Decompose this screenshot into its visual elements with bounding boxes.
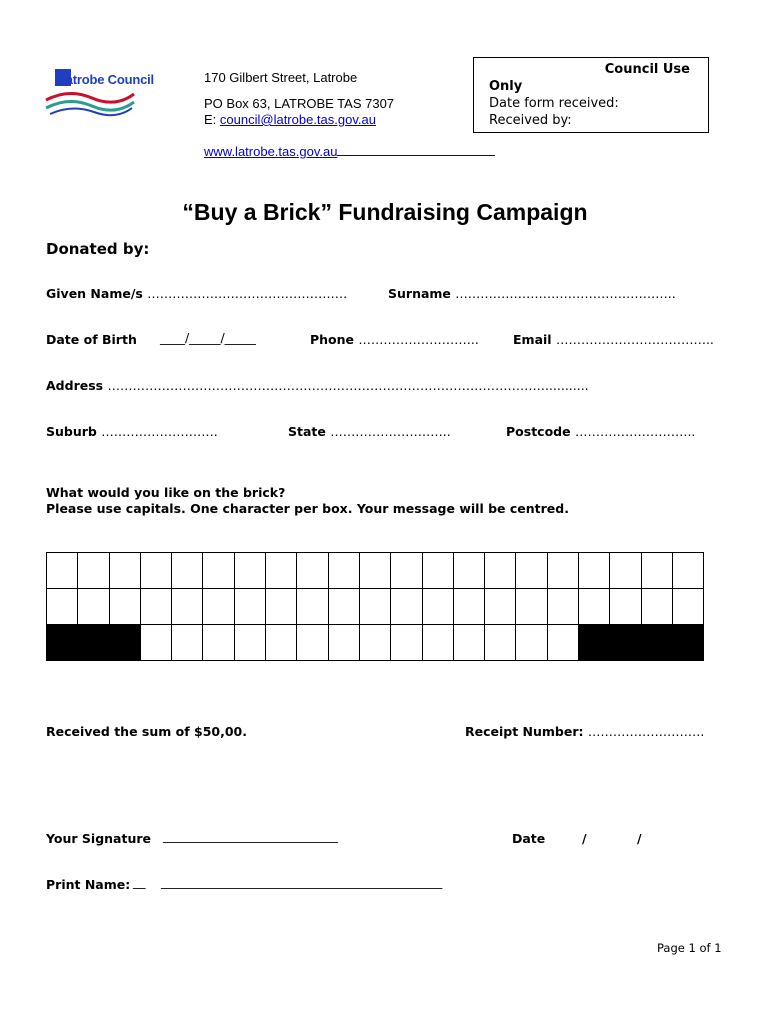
brick-character-cell[interactable] <box>547 589 578 625</box>
brick-character-cell[interactable] <box>328 625 359 661</box>
brick-character-cell[interactable] <box>453 589 484 625</box>
date-slash-1: / <box>582 831 587 846</box>
brick-character-cell[interactable] <box>579 553 610 589</box>
given-names-dots: ………………………………………… <box>147 286 348 301</box>
signature-line[interactable]: ____________________________ <box>163 828 338 843</box>
page-title: “Buy a Brick” Fundraising Campaign <box>182 199 588 225</box>
postcode-dots: ……………………….. <box>574 424 696 439</box>
brick-character-cell[interactable] <box>422 625 453 661</box>
website-link[interactable]: www.latrobe.tas.gov.au <box>204 144 338 159</box>
brick-character-cell[interactable] <box>453 553 484 589</box>
address-field[interactable] <box>46 378 726 393</box>
brick-grid-row <box>47 589 704 625</box>
email-label: Email <box>513 332 552 347</box>
brick-character-cell[interactable] <box>78 589 109 625</box>
brick-character-cell[interactable] <box>516 589 547 625</box>
brick-character-cell[interactable] <box>140 625 171 661</box>
brick-character-cell[interactable] <box>203 625 234 661</box>
email-dots: ……………………………….. <box>555 332 714 347</box>
logo-text: Latrobe Council <box>58 72 154 87</box>
brick-character-cell[interactable] <box>547 553 578 589</box>
brick-character-cell[interactable] <box>266 553 297 589</box>
brick-character-cell[interactable] <box>516 553 547 589</box>
surname-dots: …………………………………………….. <box>455 286 676 301</box>
postcode-label: Postcode <box>506 424 571 439</box>
surname-field[interactable] <box>388 286 676 301</box>
brick-character-cell[interactable] <box>391 625 422 661</box>
brick-character-cell[interactable] <box>453 625 484 661</box>
brick-cell-blocked <box>47 625 78 661</box>
brick-cell-blocked <box>610 625 641 661</box>
council-use-box <box>473 57 709 133</box>
brick-character-cell[interactable] <box>266 625 297 661</box>
brick-character-cell[interactable] <box>234 553 265 589</box>
address-line-1: 170 Gilbert Street, Latrobe <box>204 70 358 85</box>
brick-character-cell[interactable] <box>359 589 390 625</box>
surname-label: Surname <box>388 286 451 301</box>
date-form-received: Date form received: <box>489 96 619 111</box>
email-link[interactable]: council@latrobe.tas.gov.au <box>219 112 376 127</box>
brick-character-cell[interactable] <box>641 553 672 589</box>
brick-character-grid <box>46 552 704 661</box>
given-names-label: Given Name/s <box>46 286 143 301</box>
brick-character-cell[interactable] <box>78 553 109 589</box>
signature-label: Your Signature <box>46 831 151 846</box>
brick-cell-blocked <box>641 625 672 661</box>
brick-character-cell[interactable] <box>109 589 140 625</box>
brick-cell-blocked <box>672 625 703 661</box>
brick-character-cell[interactable] <box>47 589 78 625</box>
print-name-prefix: __ <box>133 874 146 889</box>
brick-instructions: Please use capitals. One character per box. Your message will be centred. <box>46 501 569 516</box>
state-label: State <box>288 424 326 439</box>
state-field[interactable] <box>288 424 451 439</box>
email-field[interactable] <box>513 332 714 347</box>
website-line <box>204 144 495 159</box>
brick-character-cell[interactable] <box>359 553 390 589</box>
email-prefix: E: <box>204 112 220 127</box>
brick-character-cell[interactable] <box>203 553 234 589</box>
brick-character-cell[interactable] <box>672 553 703 589</box>
address-dots: ……………………………………………………………………………………………........... <box>107 378 589 393</box>
receipt-number-field[interactable] <box>465 724 704 739</box>
council-use-only: Only <box>489 79 523 94</box>
brick-character-cell[interactable] <box>547 625 578 661</box>
brick-character-cell[interactable] <box>610 589 641 625</box>
brick-character-cell[interactable] <box>422 589 453 625</box>
brick-character-cell[interactable] <box>109 553 140 589</box>
brick-character-cell[interactable] <box>234 625 265 661</box>
phone-field[interactable] <box>310 332 479 347</box>
brick-character-cell[interactable] <box>485 625 516 661</box>
brick-character-cell[interactable] <box>485 553 516 589</box>
given-names-field[interactable] <box>46 286 347 301</box>
brick-question: What would you like on the brick? <box>46 485 286 500</box>
state-dots: ……………………….. <box>330 424 451 439</box>
brick-cell-blocked <box>78 625 109 661</box>
suburb-field[interactable] <box>46 424 218 439</box>
brick-character-cell[interactable] <box>172 553 203 589</box>
brick-cell-blocked <box>109 625 140 661</box>
council-logo <box>44 66 184 118</box>
brick-character-cell[interactable] <box>203 589 234 625</box>
brick-character-cell[interactable] <box>516 625 547 661</box>
brick-character-cell[interactable] <box>297 553 328 589</box>
address-label: Address <box>46 378 104 393</box>
brick-character-cell[interactable] <box>140 589 171 625</box>
brick-character-cell[interactable] <box>234 589 265 625</box>
phone-dots: ……………………….. <box>358 332 479 347</box>
brick-character-cell[interactable] <box>672 589 703 625</box>
receipt-number-dots: ………………………. <box>587 724 705 739</box>
brick-character-cell[interactable] <box>328 553 359 589</box>
brick-character-cell[interactable] <box>172 589 203 625</box>
brick-character-cell[interactable] <box>391 553 422 589</box>
receipt-number-label: Receipt Number: <box>465 724 584 739</box>
email-line <box>204 112 376 127</box>
phone-label: Phone <box>310 332 355 347</box>
received-sum: Received the sum of $50,00. <box>46 724 247 739</box>
brick-character-cell[interactable] <box>266 589 297 625</box>
brick-character-cell[interactable] <box>485 589 516 625</box>
brick-character-cell[interactable] <box>297 589 328 625</box>
brick-character-cell[interactable] <box>610 553 641 589</box>
date-slash-2: / <box>637 831 642 846</box>
brick-character-cell[interactable] <box>641 589 672 625</box>
brick-character-cell[interactable] <box>140 553 171 589</box>
date-label: Date <box>512 831 546 846</box>
postcode-field[interactable] <box>506 424 695 439</box>
donated-by-heading: Donated by: <box>46 240 150 258</box>
council-use-heading: Council Use <box>604 62 690 77</box>
brick-cell-blocked <box>579 625 610 661</box>
brick-character-cell[interactable] <box>47 553 78 589</box>
brick-grid-row <box>47 625 704 661</box>
dob-field[interactable]: ____/_____/_____ <box>160 330 256 345</box>
address-line-2: PO Box 63, LATROBE TAS 7307 <box>204 96 395 111</box>
page-number: Page 1 of 1 <box>657 941 722 955</box>
suburb-dots: ………………………. <box>101 424 218 439</box>
received-by: Received by: <box>489 113 572 128</box>
brick-character-cell[interactable] <box>422 553 453 589</box>
brick-character-cell[interactable] <box>297 625 328 661</box>
suburb-label: Suburb <box>46 424 97 439</box>
brick-character-cell[interactable] <box>391 589 422 625</box>
brick-character-cell[interactable] <box>328 589 359 625</box>
brick-grid-row <box>47 553 704 589</box>
print-name-line[interactable]: _____________________________________________ <box>161 874 443 889</box>
print-name-label: Print Name: <box>46 877 131 892</box>
brick-character-cell[interactable] <box>172 625 203 661</box>
website-underline <box>337 144 495 156</box>
dob-label: Date of Birth <box>46 332 137 347</box>
brick-character-cell[interactable] <box>579 589 610 625</box>
brick-character-cell[interactable] <box>359 625 390 661</box>
